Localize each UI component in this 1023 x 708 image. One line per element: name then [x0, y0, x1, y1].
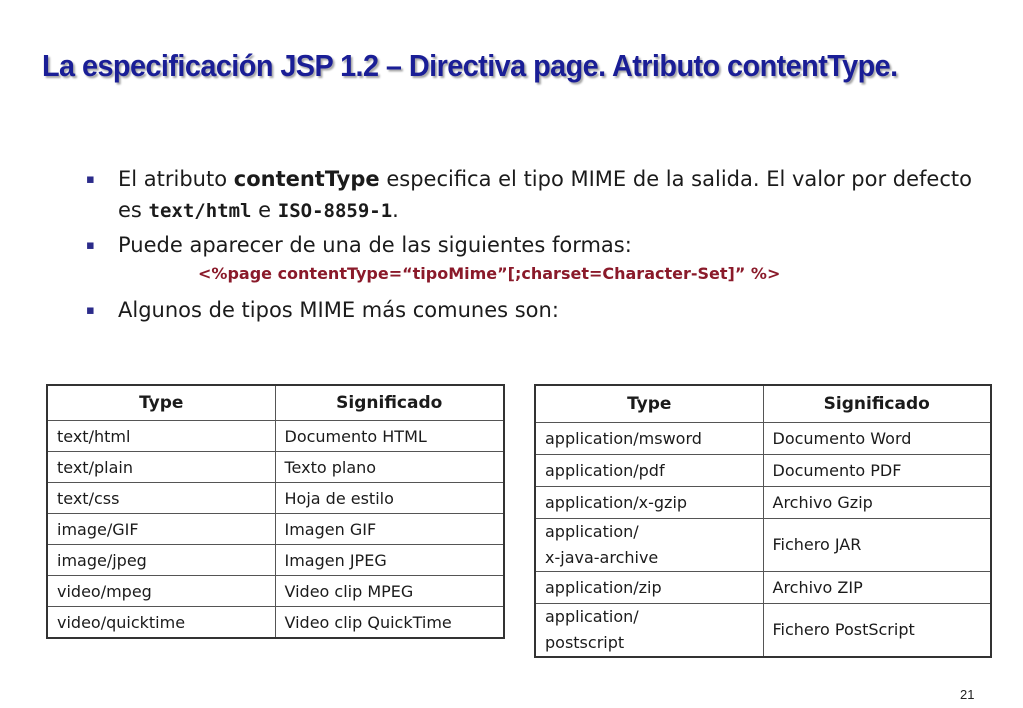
- cell-type: image/jpeg: [47, 545, 275, 576]
- cell-type: text/plain: [47, 452, 275, 483]
- cell-meaning: Archivo ZIP: [763, 572, 991, 604]
- cell-type: application/zip: [535, 572, 763, 604]
- square-bullet-icon: ▪: [86, 303, 95, 318]
- cell-type: video/mpeg: [47, 576, 275, 607]
- code-syntax: <%page contentType=“tipoMime”[;charset=Character-Set]” %>: [198, 264, 781, 283]
- bullet-text: Puede aparecer de una de las siguientes formas:: [118, 233, 632, 257]
- cell-meaning: Texto plano: [275, 452, 504, 483]
- bullet-text: Algunos de tipos MIME más comunes son:: [118, 298, 559, 322]
- column-header-type: Type: [47, 385, 275, 421]
- table-row: [535, 455, 991, 487]
- mime-table-right: [534, 384, 992, 658]
- slide-title: La especificación JSP 1.2 – Directiva page. Atributo contentType.: [42, 48, 898, 83]
- table-row: [535, 519, 991, 572]
- cell-type: text/css: [47, 483, 275, 514]
- cell-meaning: Imagen GIF: [275, 514, 504, 545]
- table-row: [535, 423, 991, 455]
- table-row: [47, 514, 504, 545]
- table-row: [47, 607, 504, 639]
- column-header-type: Type: [535, 385, 763, 423]
- bullet-content-type: [86, 164, 986, 227]
- cell-type: application/msword: [535, 423, 763, 455]
- cell-meaning: Hoja de estilo: [275, 483, 504, 514]
- cell-type: video/quicktime: [47, 607, 275, 639]
- cell-type: application/ x-java-archive: [535, 519, 763, 572]
- cell-meaning: Documento Word: [763, 423, 991, 455]
- cell-meaning: Fichero JAR: [763, 519, 991, 572]
- bullet-list: [86, 164, 986, 326]
- square-bullet-icon: ▪: [86, 172, 95, 187]
- table-header-row: [47, 385, 504, 421]
- table-header-row: [535, 385, 991, 423]
- bullet-text: e: [251, 198, 278, 222]
- page-number: 21: [960, 687, 975, 702]
- table-row: [47, 483, 504, 514]
- table-row: [535, 487, 991, 519]
- bullet-code-value: text/html: [148, 200, 252, 222]
- cell-type: image/GIF: [47, 514, 275, 545]
- table-row: [535, 572, 991, 604]
- square-bullet-icon: ▪: [86, 238, 95, 253]
- cell-meaning: Video clip QuickTime: [275, 607, 504, 639]
- cell-type: application/ postscript: [535, 604, 763, 658]
- bullet-text: El atributo: [118, 167, 234, 191]
- bullet-code-value: ISO-8859-1: [277, 200, 393, 222]
- table-row: [47, 545, 504, 576]
- cell-meaning: Documento HTML: [275, 421, 504, 452]
- table-row: [47, 421, 504, 452]
- cell-meaning: Video clip MPEG: [275, 576, 504, 607]
- bullet-mime-types: [86, 295, 986, 326]
- cell-type: application/x-gzip: [535, 487, 763, 519]
- cell-meaning: Fichero PostScript: [763, 604, 991, 658]
- bullet-text: .: [392, 198, 399, 222]
- cell-type: text/html: [47, 421, 275, 452]
- table-row: [47, 452, 504, 483]
- bullet-keyword: contentType: [233, 167, 380, 191]
- cell-meaning: Imagen JPEG: [275, 545, 504, 576]
- mime-table-left: [46, 384, 505, 639]
- bullet-text: especifica el tipo MIME de la salida. El valor por defecto es: [118, 167, 972, 222]
- table-row: [47, 576, 504, 607]
- column-header-significado: Significado: [275, 385, 504, 421]
- table-row: [535, 604, 991, 658]
- cell-type: application/pdf: [535, 455, 763, 487]
- cell-meaning: Documento PDF: [763, 455, 991, 487]
- bullet-forms: [86, 230, 986, 261]
- cell-meaning: Archivo Gzip: [763, 487, 991, 519]
- column-header-significado: Significado: [763, 385, 991, 423]
